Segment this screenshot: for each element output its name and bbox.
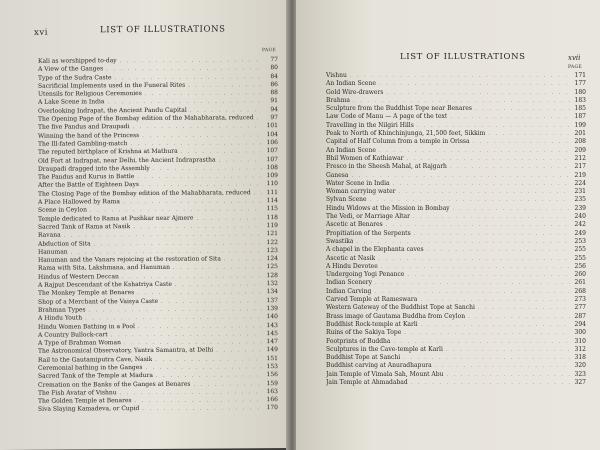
illustration-caption: Buddhist Rock-temple at Karli: [326, 320, 418, 328]
illustration-page-number: 183: [574, 96, 586, 104]
illustration-page-number: 209: [574, 146, 586, 154]
dot-leader: [251, 189, 262, 197]
illustration-page-number: 177: [574, 80, 586, 88]
illustration-caption: A Hindu Devotee: [326, 262, 378, 270]
illustration-caption: Western Gateway of the Buddhist Tope at Sanchi: [326, 304, 475, 312]
illustration-entry: [326, 288, 586, 296]
illustration-page-number: 121: [266, 230, 278, 238]
illustration-caption: Capital of Half Column from a temple in Orissa: [326, 138, 470, 146]
illustration-caption: An Indian Scene: [326, 80, 376, 88]
illustration-caption: Swastika: [326, 237, 354, 245]
illustration-page-number: 107: [266, 147, 278, 155]
illustration-entry: [326, 130, 586, 138]
dot-leader: [408, 379, 570, 387]
illustration-caption: Woman carrying water: [326, 188, 396, 196]
illustration-caption: Sacred Tank of the Temple at Madura: [38, 372, 153, 381]
illustration-page-number: 318: [574, 354, 586, 362]
illustration-page-number: 171: [574, 72, 586, 79]
illustration-caption: The Monkey Temple at Benares: [38, 289, 135, 298]
illustration-caption: The reputed birthplace of Krishna at Mathura: [38, 148, 178, 157]
illustration-page-number: 143: [266, 321, 278, 329]
illustration-page-number: 224: [574, 179, 586, 187]
right-page-header: LIST OF ILLUSTRATIONS: [400, 52, 526, 62]
illustration-page-number: 101: [266, 122, 278, 130]
illustration-page-number: 242: [574, 221, 586, 229]
illustration-caption: Peak to North of Khinchinjunga, 21,500 feet, Sikkim: [326, 130, 486, 138]
illustration-caption: Brahman Types: [38, 306, 86, 314]
dot-leader: [376, 80, 570, 88]
illustration-entry: [326, 346, 586, 354]
illustration-page-number: 231: [574, 188, 586, 196]
illustration-page-number: 255: [574, 246, 586, 254]
illustration-page-number: 208: [574, 138, 586, 146]
illustration-caption: Sacrificial Implements used in the Funeral Rites: [38, 81, 186, 90]
illustration-caption: Hanuman: [38, 248, 68, 256]
illustration-page-number: 106: [266, 139, 278, 147]
illustration-entry: [326, 188, 586, 196]
illustration-caption: Rail to the Gautamiputra Cave, Nasik: [38, 355, 153, 364]
illustration-page-number: 217: [574, 163, 586, 171]
dot-leader: [347, 72, 570, 80]
illustration-caption: Rama with Sita, Lakshmana, and Hanuman: [38, 264, 170, 273]
illustration-page-number: 109: [266, 172, 278, 180]
illustration-caption: A Lake Scene in India: [38, 98, 105, 107]
illustration-page-number: 201: [574, 130, 586, 138]
left-illustration-list: [38, 56, 278, 414]
illustration-page-number: 253: [574, 237, 586, 245]
dot-leader: [485, 130, 570, 138]
illustration-page-number: 323: [574, 370, 586, 378]
illustration-entry: [326, 105, 586, 113]
illustration-caption: Indian Scenery: [326, 279, 373, 287]
dot-leader: [410, 213, 570, 221]
dot-leader: [353, 238, 570, 246]
illustration-caption: Gold Wire-drawers: [326, 88, 384, 96]
illustration-page-number: 123: [266, 246, 278, 254]
illustration-caption: A Rajput Descendant of the Kshatriya Caste: [38, 280, 172, 289]
dot-leader: [424, 246, 570, 254]
illustration-page-number: 156: [266, 371, 278, 379]
illustration-page-number: 170: [266, 404, 278, 412]
dot-leader: [383, 221, 570, 229]
left-page-column-label: PAGE: [262, 48, 276, 54]
dot-leader: [414, 122, 570, 130]
illustration-caption: Ceremonial bathing in the Ganges: [38, 363, 143, 372]
dot-leader: [472, 105, 570, 113]
illustration-page-number: 122: [266, 238, 278, 246]
illustration-page-number: 77: [270, 56, 278, 64]
illustration-entry: [326, 205, 586, 213]
illustration-page-number: 273: [574, 296, 586, 304]
illustration-page-number: 320: [574, 362, 586, 370]
illustration-page-number: 107: [266, 155, 278, 163]
illustration-caption: Sacred Tank of Rama at Nasik: [38, 223, 131, 231]
illustration-page-number: 94: [270, 105, 278, 113]
illustration-page-number: 151: [266, 354, 278, 362]
illustration-entry: [326, 213, 586, 221]
illustration-entry: [326, 255, 586, 263]
illustration-entry: [326, 379, 586, 387]
illustration-caption: A Hindu Youth: [38, 314, 83, 322]
illustration-caption: Carved Temple at Rameswara: [326, 296, 418, 304]
illustration-caption: Law Code of Manu — A page of the text: [326, 113, 448, 121]
illustration-page-number: 104: [266, 130, 278, 138]
illustration-page-number: 287: [574, 312, 586, 320]
illustration-page-number: 111: [266, 188, 278, 196]
dot-leader: [391, 338, 571, 346]
illustration-entry: [326, 172, 586, 180]
dot-leader: [367, 196, 570, 204]
right-page-column-label: PAGE: [568, 65, 582, 70]
illustration-caption: Water Scene in India: [326, 179, 390, 187]
illustration-page-number: 300: [574, 329, 586, 337]
left-page-header: LIST OF ILLUSTRATIONS: [100, 24, 226, 36]
dot-leader: [254, 114, 262, 122]
illustration-page-number: 187: [574, 113, 586, 121]
dot-leader: [139, 405, 262, 414]
illustration-page-number: 88: [270, 89, 278, 97]
illustration-page-number: 268: [574, 287, 586, 295]
illustration-caption: Sculptures in the Cave-temple at Karli: [326, 345, 443, 353]
illustration-caption: Travelling in the Nilgiri Hills: [326, 121, 414, 129]
illustration-page-number: 84: [270, 72, 278, 80]
dot-leader: [213, 347, 262, 356]
dot-leader: [417, 296, 570, 304]
illustration-caption: A View of the Ganges: [38, 65, 104, 74]
left-page-number: xvi: [34, 27, 49, 38]
illustration-entry: [326, 230, 586, 238]
illustration-entry: [326, 180, 586, 188]
illustration-entry: [326, 371, 586, 379]
dot-leader: [447, 163, 570, 171]
illustration-caption: Overlooking Indrapat, the Ancient Pandu Capital: [38, 106, 187, 115]
illustration-page-number: 139: [266, 304, 278, 313]
illustration-caption: Shop of a Merchant of the Vaisya Caste: [38, 297, 159, 306]
illustration-page-number: 159: [266, 379, 278, 387]
dot-leader: [443, 371, 570, 379]
illustration-page-number: 115: [266, 205, 278, 213]
illustration-entry: [326, 362, 586, 370]
illustration-caption: Brass image of Gautama Buddha from Ceylon: [326, 312, 466, 320]
illustration-caption: Indian Carving: [326, 287, 372, 295]
illustration-page-number: 114: [266, 197, 278, 205]
illustration-caption: The five Pandus and Draupadi: [38, 123, 130, 132]
illustration-entry: [326, 122, 586, 130]
illustration-page-number: 153: [266, 363, 278, 371]
illustration-page-number: 163: [266, 387, 278, 396]
illustration-entry: [326, 246, 586, 254]
left-page: [0, 0, 288, 450]
illustration-entry: [38, 405, 278, 415]
illustration-caption: Scene in Ceylon: [38, 206, 87, 215]
illustration-page-number: 312: [574, 345, 586, 353]
illustration-caption: Hindu Widows at the Mission in Bombay: [326, 204, 450, 212]
illustration-page-number: 255: [574, 254, 586, 262]
illustration-entry: [326, 147, 586, 155]
illustration-caption: A Place Hallowed by Rama: [38, 198, 120, 206]
illustration-page-number: 199: [574, 121, 586, 129]
illustration-caption: The Astronomical Observatory, Yantra Samantra, at Delhi: [38, 346, 214, 356]
illustration-page-number: 110: [266, 180, 278, 188]
illustration-caption: Hindus of Western Deccan: [38, 272, 119, 281]
illustration-page-number: 240: [574, 213, 586, 221]
illustration-entry: [326, 354, 586, 362]
illustration-page-number: 260: [574, 271, 586, 279]
illustration-caption: Abduction of Sita: [38, 239, 91, 248]
illustration-caption: Ruins of the Sakiya Tope: [326, 329, 402, 337]
illustration-caption: Cremation on the Banks of the Ganges at Benares: [38, 380, 191, 389]
illustration-entry: [326, 263, 586, 271]
illustration-page-number: 166: [266, 396, 278, 404]
illustration-page-number: 294: [574, 320, 586, 328]
illustration-entry: [326, 221, 586, 229]
illustration-caption: Footprints of Buddha: [326, 337, 391, 345]
illustration-page-number: 128: [266, 271, 278, 279]
illustration-page-number: 180: [574, 88, 586, 96]
illustration-page-number: 86: [270, 80, 278, 89]
illustration-caption: A Type of Brahman Woman: [38, 339, 121, 347]
dot-leader: [350, 97, 570, 105]
illustration-page-number: 249: [574, 229, 586, 237]
dot-leader: [371, 288, 570, 296]
dot-leader: [216, 156, 262, 165]
illustration-page-number: 239: [574, 204, 586, 212]
illustration-caption: Ganesa: [326, 171, 349, 179]
illustration-page-number: 132: [266, 280, 278, 288]
illustration-caption: A Country Bullock-cart: [38, 331, 108, 339]
dot-leader: [396, 188, 570, 196]
dot-leader: [418, 321, 570, 329]
illustration-page-number: 277: [574, 304, 586, 312]
illustration-caption: The Golden Temple at Benares: [38, 397, 132, 405]
illustration-entry: [326, 113, 586, 121]
dot-leader: [465, 313, 570, 321]
dot-leader: [400, 354, 570, 362]
illustration-page-number: 235: [574, 196, 586, 204]
illustration-caption: The Closing Page of the Bombay edition of the Mahabharata, reduced: [38, 188, 251, 198]
illustration-entry: [326, 138, 586, 146]
illustration-page-number: 97: [270, 114, 278, 122]
illustration-caption: Fresco in the Sheesh Mahal, at Rajgarh: [326, 163, 447, 171]
illustration-caption: Propitiation of the Serpents: [326, 229, 411, 237]
dot-leader: [450, 205, 570, 213]
illustration-page-number: 124: [266, 255, 278, 263]
dot-leader: [447, 113, 570, 121]
illustration-caption: Hindu Women Bathing in a Pool: [38, 322, 135, 331]
dot-leader: [432, 362, 570, 370]
dot-leader: [378, 263, 570, 271]
dot-leader: [221, 255, 262, 264]
right-page: [296, 0, 600, 450]
illustration-entry: [326, 163, 586, 171]
illustration-page-number: 91: [270, 97, 278, 105]
illustration-page-number: 256: [574, 262, 586, 270]
illustration-caption: The Pandus and Kurus in Battle: [38, 173, 135, 181]
dot-leader: [376, 147, 570, 155]
illustration-page-number: 185: [574, 105, 586, 113]
dot-leader: [383, 89, 570, 97]
illustration-caption: Ascetic at Benares: [326, 221, 383, 229]
illustration-entry: [326, 329, 586, 337]
illustration-page-number: 147: [266, 338, 278, 346]
illustration-caption: The Ill-fated Gambling-match: [38, 140, 128, 148]
illustration-page-number: 125: [266, 263, 278, 271]
illustration-page-number: 310: [574, 337, 586, 345]
illustration-caption: Ascetic at Nasik: [326, 254, 376, 262]
illustration-entry: [326, 304, 586, 312]
illustration-caption: Ravana: [38, 231, 61, 239]
illustration-caption: Kali as worshipped to-day: [38, 57, 117, 65]
illustration-caption: Hanuman and the Vanars rejoicing at the restoration of Sita: [38, 255, 221, 264]
dot-leader: [404, 155, 570, 163]
illustration-caption: The Fish Avatar of Vishnu: [38, 389, 117, 397]
dot-leader: [470, 138, 570, 146]
illustration-entry: [326, 155, 586, 163]
illustration-page-number: 119: [266, 221, 278, 230]
illustration-caption: Sylvan Scene: [326, 196, 367, 204]
illustration-page-number: 145: [266, 329, 278, 337]
illustration-page-number: 219: [574, 171, 586, 179]
illustration-caption: Old Fort at Indrapat, near Delhi, the Ancient Indraprastha: [38, 156, 216, 165]
illustration-caption: Bhil Women of Kathiawar: [326, 154, 404, 162]
illustration-caption: Buddhist Tope at Sanchi: [326, 354, 401, 362]
illustration-page-number: 149: [266, 346, 278, 354]
illustration-page-number: 212: [574, 154, 586, 162]
illustration-entry: [326, 196, 586, 204]
right-page-number: xvii: [568, 54, 581, 62]
illustration-caption: Siva Slaying Kamadeva, or Cupid: [38, 405, 140, 414]
illustration-caption: The Vedi, or Marriage Altar: [326, 213, 410, 221]
illustration-caption: Undergoing Yogi Penance: [326, 271, 405, 279]
illustration-caption: Winning the hand of the Princess: [38, 131, 140, 140]
illustration-entry: [326, 97, 586, 105]
illustration-entry: [326, 72, 586, 80]
dot-leader: [475, 304, 570, 312]
dot-leader: [443, 346, 570, 354]
illustration-caption: An Indian Scene: [326, 146, 376, 154]
illustration-caption: After the Battle of Eighteen Days: [38, 181, 139, 190]
illustration-caption: Type of the Sudra Caste: [38, 73, 112, 82]
illustration-caption: Brahma: [326, 96, 350, 104]
illustration-entry: [326, 296, 586, 304]
dot-leader: [404, 271, 570, 279]
illustration-entry: [326, 80, 586, 88]
dot-leader: [411, 230, 570, 238]
illustration-caption: Jain Temple at Ahmadabad: [326, 378, 408, 386]
illustration-caption: A chapel in the Elephanta caves: [326, 246, 424, 254]
dot-leader: [372, 279, 570, 287]
dot-leader: [348, 172, 570, 180]
illustration-entry: [326, 271, 586, 279]
illustration-caption: Sculpture from the Buddhist Tope near Benares: [326, 105, 472, 113]
illustration-page-number: 108: [266, 163, 278, 171]
illustration-page-number: 327: [574, 378, 586, 386]
illustration-page-number: 261: [574, 279, 586, 287]
right-illustration-list: [326, 72, 586, 387]
illustration-entry: [326, 338, 586, 346]
illustration-page-number: 140: [266, 313, 278, 321]
illustration-entry: [326, 238, 586, 246]
illustration-page-number: 118: [266, 213, 278, 221]
illustration-entry: [326, 279, 586, 287]
illustration-entry: [326, 89, 586, 97]
illustration-entry: [326, 313, 586, 321]
dot-leader: [390, 180, 570, 188]
dot-leader: [375, 255, 570, 263]
illustration-caption: Temple dedicated to Rama at Pushkar near Ajmere: [38, 214, 194, 223]
illustration-entry: [326, 321, 586, 329]
illustration-caption: Utensils for Religious Ceremonies: [38, 90, 142, 98]
illustration-page-number: 80: [270, 64, 278, 72]
dot-leader: [401, 329, 570, 337]
illustration-caption: Vishnu: [326, 72, 347, 79]
illustration-caption: The Opening Page of the Bombay edition of the Mahabharata, reduced: [38, 114, 254, 123]
illustration-caption: Jain Temple of Vimala Sah, Mount Abu: [326, 370, 444, 378]
illustration-page-number: 137: [266, 296, 278, 304]
illustration-page-number: 134: [266, 288, 278, 296]
illustration-caption: Draupadi dragged into the Assembly: [38, 164, 150, 173]
illustration-caption: Buddhist carving at Anuradhapura: [326, 362, 432, 370]
